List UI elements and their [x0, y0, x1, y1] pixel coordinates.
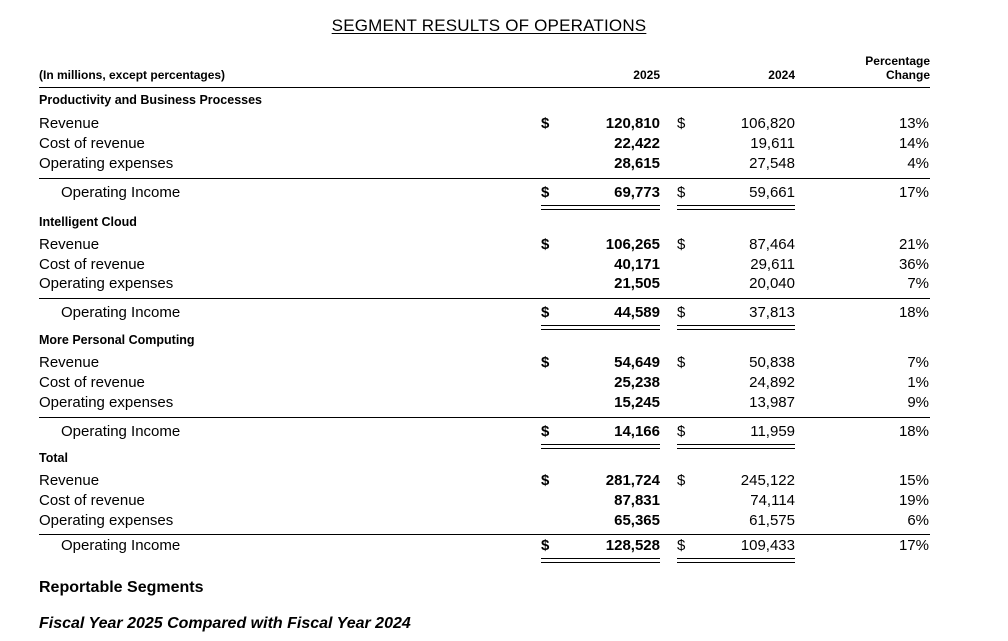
pct-header-line2: Change: [885, 68, 930, 82]
table-row: [0, 354, 1008, 374]
row-label: Operating expenses: [39, 512, 174, 529]
value-pct-change: 4%: [907, 155, 929, 172]
currency-symbol: $: [677, 184, 686, 201]
operating-income-row: [0, 304, 1008, 324]
subtotal-rule: [39, 298, 930, 299]
value-pct-change: 21%: [898, 236, 929, 253]
value-prior: 59,661: [749, 184, 795, 201]
value-prior: 106,820: [740, 115, 795, 132]
row-label: Operating Income: [61, 537, 181, 554]
table-row: [0, 512, 1008, 532]
value-current: 21,505: [614, 275, 660, 292]
value-current: 106,265: [605, 236, 660, 253]
value-prior: 27,548: [749, 155, 795, 172]
value-pct-change: 7%: [907, 354, 929, 371]
row-label: Revenue: [39, 115, 100, 132]
currency-symbol: $: [541, 354, 550, 371]
table-row: [0, 135, 1008, 155]
double-underline-current: [541, 444, 660, 449]
table-row: [0, 155, 1008, 175]
value-pct-change: 6%: [907, 512, 929, 529]
table-row: [0, 472, 1008, 492]
value-pct-change: 7%: [907, 275, 929, 292]
value-pct-change: 14%: [898, 135, 929, 152]
row-label: Operating Income: [61, 184, 181, 201]
subtotal-rule: [39, 178, 930, 179]
column-header-current-year: 2025: [633, 68, 660, 82]
currency-symbol: $: [677, 115, 686, 132]
value-current: 128,528: [605, 537, 660, 554]
row-label: Cost of revenue: [39, 374, 145, 391]
value-prior: 245,122: [740, 472, 795, 489]
row-label: Operating expenses: [39, 394, 174, 411]
currency-symbol: $: [541, 423, 550, 440]
value-pct-change: 18%: [898, 304, 929, 321]
subtotal-rule: [39, 417, 930, 418]
currency-symbol: $: [541, 115, 550, 132]
value-prior: 74,114: [750, 492, 795, 509]
row-label: Revenue: [39, 354, 100, 371]
value-prior: 50,838: [749, 354, 795, 371]
column-header-prior-year: 2024: [768, 68, 795, 82]
currency-symbol: $: [677, 354, 686, 371]
double-underline-prior: [677, 325, 795, 330]
value-current: 22,422: [614, 135, 660, 152]
table-row: [0, 115, 1008, 135]
segment-title: More Personal Computing: [39, 333, 195, 347]
row-label: Revenue: [39, 236, 100, 253]
segment-title: Intelligent Cloud: [39, 215, 137, 229]
value-pct-change: 17%: [898, 184, 929, 201]
table-row: [0, 492, 1008, 512]
header-rule: [39, 87, 930, 88]
value-pct-change: 18%: [898, 423, 929, 440]
value-pct-change: 36%: [898, 256, 929, 273]
value-pct-change: 13%: [898, 115, 929, 132]
table-row: [0, 275, 1008, 295]
section-heading: Reportable Segments: [39, 579, 204, 596]
table-row: [0, 394, 1008, 414]
value-current: 40,171: [614, 256, 660, 273]
double-underline-current: [541, 325, 660, 330]
currency-symbol: $: [541, 304, 550, 321]
value-prior: 61,575: [749, 512, 795, 529]
value-current: 281,724: [605, 472, 660, 489]
column-header-percentage-change: [820, 54, 930, 82]
value-prior: 13,987: [749, 394, 795, 411]
subtotal-rule: [39, 534, 930, 535]
double-underline-current: [541, 558, 660, 563]
currency-symbol: $: [677, 472, 686, 489]
units-label: (In millions, except percentages): [39, 68, 226, 82]
row-label: Operating Income: [61, 304, 181, 321]
value-pct-change: 1%: [907, 374, 929, 391]
row-label: Revenue: [39, 472, 100, 489]
value-pct-change: 15%: [898, 472, 929, 489]
value-current: 120,810: [605, 115, 660, 132]
value-current: 44,589: [614, 304, 660, 321]
value-prior: 29,611: [750, 256, 795, 273]
double-underline-prior: [677, 444, 795, 449]
currency-symbol: $: [677, 423, 686, 440]
double-underline-prior: [677, 205, 795, 210]
table-row: [0, 236, 1008, 256]
row-label: Operating Income: [61, 423, 181, 440]
value-prior: 24,892: [749, 374, 795, 391]
value-current: 28,615: [614, 155, 660, 172]
value-prior: 20,040: [749, 275, 795, 292]
value-pct-change: 9%: [907, 394, 929, 411]
currency-symbol: $: [541, 184, 550, 201]
segment-title: Productivity and Business Processes: [39, 93, 263, 107]
currency-symbol: $: [541, 537, 550, 554]
value-prior: 11,959: [750, 423, 795, 440]
currency-symbol: $: [677, 236, 686, 253]
value-prior: 37,813: [749, 304, 795, 321]
value-prior: 19,611: [750, 135, 795, 152]
row-label: Cost of revenue: [39, 492, 145, 509]
value-current: 54,649: [614, 354, 660, 371]
double-underline-current: [541, 205, 660, 210]
value-current: 14,166: [614, 423, 660, 440]
currency-symbol: $: [677, 537, 686, 554]
operating-income-row: [0, 537, 1008, 557]
currency-symbol: $: [677, 304, 686, 321]
value-current: 15,245: [614, 394, 660, 411]
value-current: 25,238: [614, 374, 660, 391]
value-pct-change: 17%: [898, 537, 929, 554]
value-prior: 109,433: [740, 537, 795, 554]
operating-income-row: [0, 423, 1008, 443]
operating-income-row: [0, 184, 1008, 204]
table-row: [0, 256, 1008, 276]
currency-symbol: $: [541, 472, 550, 489]
segment-title: Total: [39, 451, 68, 465]
double-underline-prior: [677, 558, 795, 563]
row-label: Operating expenses: [39, 275, 174, 292]
table-row: [0, 374, 1008, 394]
row-label: Operating expenses: [39, 155, 174, 172]
page-title: SEGMENT RESULTS OF OPERATIONS: [331, 16, 647, 35]
value-current: 65,365: [614, 512, 660, 529]
value-current: 87,831: [614, 492, 660, 509]
row-label: Cost of revenue: [39, 256, 145, 273]
section-subheading: Fiscal Year 2025 Compared with Fiscal Year 2024: [39, 615, 411, 632]
value-prior: 87,464: [749, 236, 795, 253]
value-current: 69,773: [614, 184, 660, 201]
currency-symbol: $: [541, 236, 550, 253]
value-pct-change: 19%: [898, 492, 929, 509]
row-label: Cost of revenue: [39, 135, 145, 152]
pct-header-line1: Percentage: [865, 54, 930, 68]
